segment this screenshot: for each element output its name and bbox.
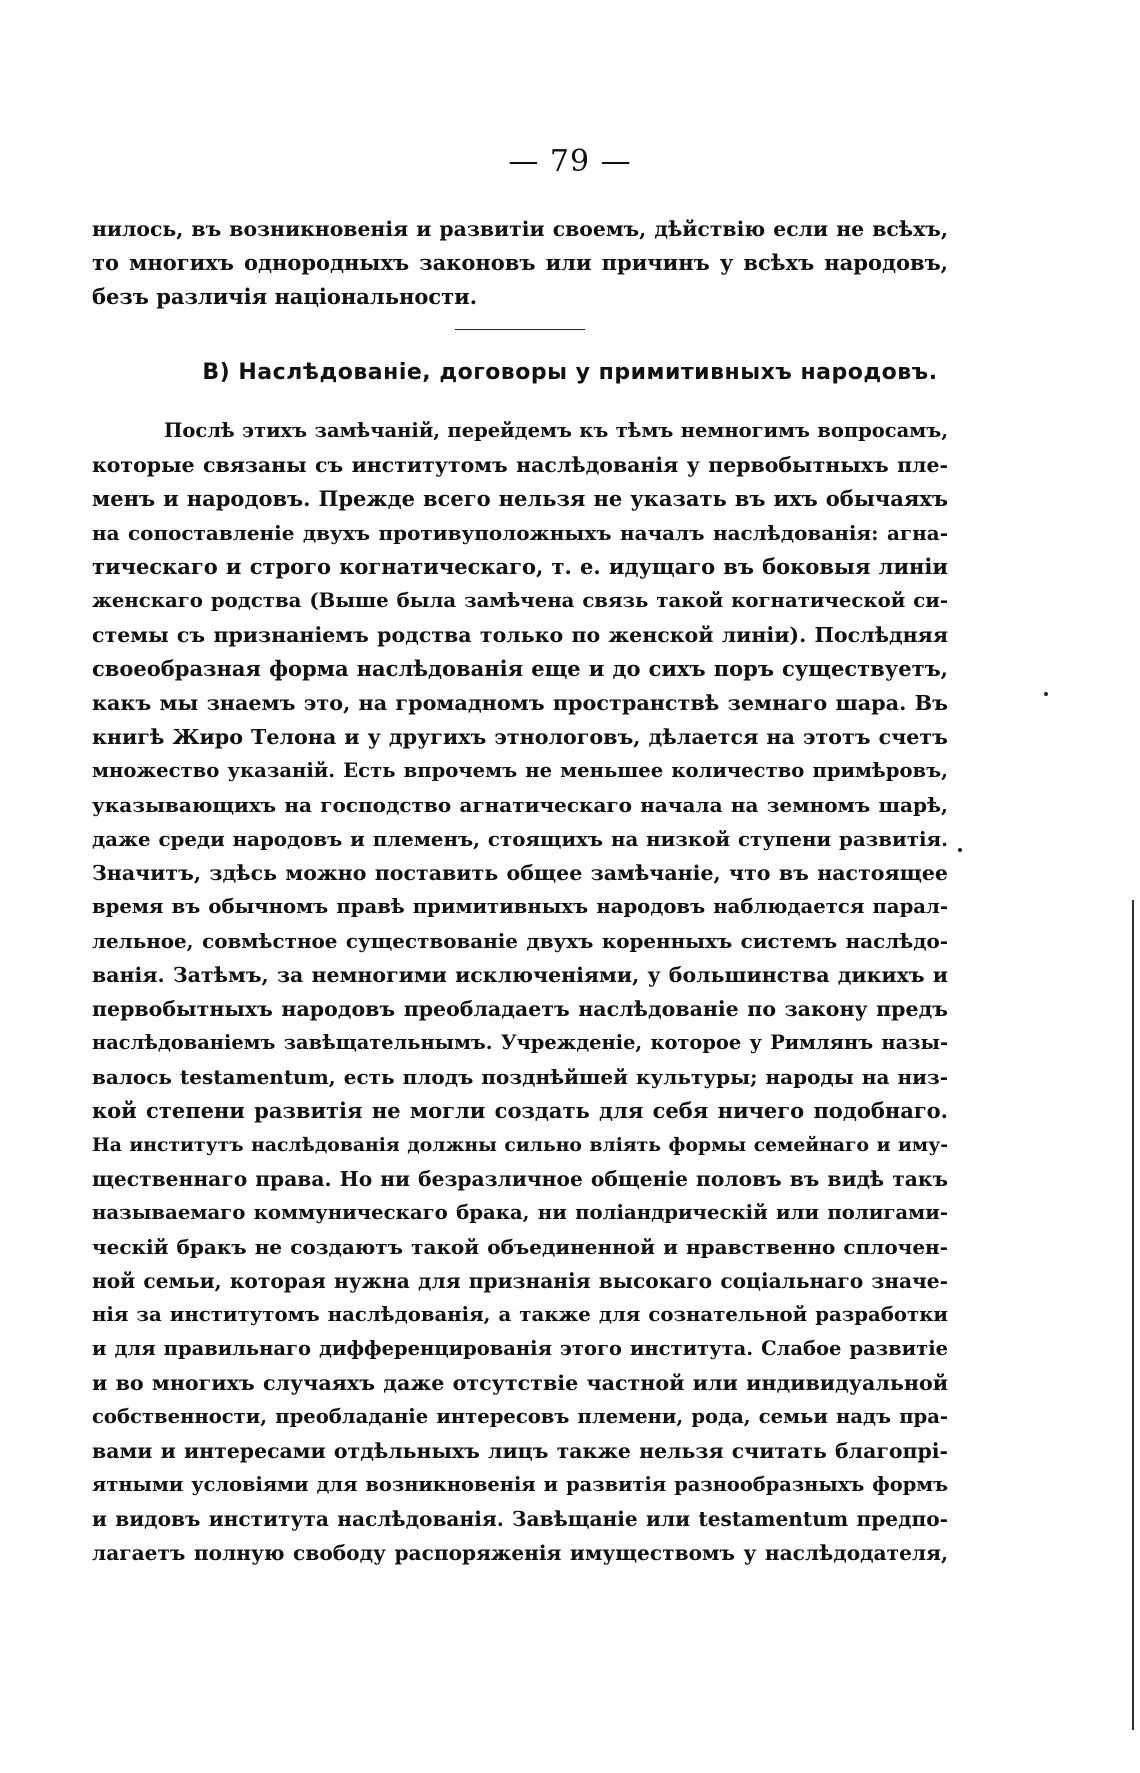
text-line: щественнаго права. Но ни безразличное общеніе половъ въ видѣ такъ	[92, 1167, 948, 1191]
page-number: — 79 —	[508, 144, 632, 179]
text-line: называемаго коммуническаго брака, ни поліандрическій или полигами-	[92, 1201, 948, 1224]
text-line: время въ обычномъ правѣ примитивныхъ народовъ наблюдается парал-	[92, 895, 948, 918]
page-edge-line	[1132, 900, 1134, 1730]
text-line: кой степени развитія не могли создать для себя ничего подобнаго.	[92, 1098, 948, 1123]
text-line: вами и интересами отдѣльныхъ лицъ также нельзя считать благопрі-	[92, 1439, 948, 1463]
text-line: первобытныхъ народовъ преобладаетъ наслѣдованіе по закону предъ	[92, 997, 948, 1021]
text-line: и для правильнаго дифференцированія этого института. Слабое развитіе	[92, 1337, 948, 1360]
text-line: даже среди народовъ и племенъ, стоящихъ на низкой ступени развитія.	[92, 827, 948, 851]
text-line: то многихъ однородныхъ законовъ или причинъ у всѣхъ народовъ,	[92, 250, 948, 275]
text-line: лельное, совмѣстное существованіе двухъ коренныхъ системъ наслѣдо-	[92, 929, 948, 953]
text-line: множество указаній. Есть впрочемъ не меньшее количество примѣровъ,	[92, 759, 948, 782]
text-line: своеобразная форма наслѣдованія еще и до сихъ поръ существуетъ,	[92, 656, 948, 681]
text-line: валось testamentum, есть плодъ позднѣйшей культуры; народы на низ-	[92, 1065, 948, 1089]
text-line: собственности, преобладаніе интересовъ племени, рода, семьи надъ пра-	[92, 1405, 948, 1428]
body-paragraph	[92, 414, 948, 1570]
text-line: менъ и народовъ. Прежде всего нельзя не указать въ ихъ обычаяхъ	[92, 486, 948, 511]
text-line: лагаетъ полную свободу распоряженія имуществомъ у наслѣдодателя,	[92, 1541, 948, 1565]
text-line: тическаго и строго когнатическаго, т. е. идущаго въ боковыя линіи	[92, 554, 948, 579]
text-line: книгѣ Жиро Телона и у другихъ этнологовъ, дѣлается на этотъ счетъ	[92, 725, 948, 749]
text-line: на сопоставленіе двухъ противуположныхъ началъ наслѣдованія: агна-	[92, 521, 948, 545]
intro-paragraph	[92, 212, 948, 314]
text-line: Значитъ, здѣсь можно поставить общее замѣчаніе, что въ настоящее	[92, 861, 948, 885]
margin-dot	[1044, 692, 1048, 696]
text-line: и видовъ института наслѣдованія. Завѣщаніе или testamentum предпо-	[92, 1507, 948, 1531]
text-line: указывающихъ на господство агнатическаго начала на земномъ шарѣ,	[92, 793, 948, 817]
text-line: какъ мы знаемъ это, на громадномъ пространствѣ земнаго шара. Въ	[92, 691, 948, 715]
text-line: безъ различія національности.	[92, 284, 478, 309]
text-line: женскаго родства (Выше была замѣчена связь такой когнатической си-	[92, 589, 948, 612]
text-line: и во многихъ случаяхъ даже отсутствіе частной или индивидуальной	[92, 1371, 948, 1395]
text-line: которые связаны съ институтомъ наслѣдованія у первобытныхъ пле-	[92, 453, 948, 477]
text-line: ной семьи, которая нужна для признанія высокаго соціальнаго значе-	[92, 1269, 948, 1293]
text-line: нія за институтомъ наслѣдованія, а также для сознательной разработки	[92, 1303, 948, 1326]
text-line: ятными условіями для возникновенія и развитія разнообразныхъ формъ	[92, 1473, 948, 1496]
text-line: Послѣ этихъ замѣчаній, перейдемъ къ тѣмъ немногимъ вопросамъ,	[164, 419, 948, 442]
margin-dot	[958, 848, 962, 852]
text-line: На институтъ наслѣдованія должны сильно вліять формы семейнаго и иму-	[92, 1134, 948, 1156]
section-divider	[455, 329, 585, 330]
text-line: ческій бракъ не создаютъ такой объединенной и нравственно сплочен-	[92, 1235, 948, 1259]
text-line: стемы съ признаніемъ родства только по женской линіи). Послѣдняя	[92, 623, 948, 647]
text-line: наслѣдованіемъ завѣщательнымъ. Учрежденіе, которое у Римлянъ назы-	[92, 1031, 948, 1054]
text-line: ванія. Затѣмъ, за немногими исключеніями, у большинства дикихъ и	[92, 963, 948, 987]
section-heading: В) Наслѣдованіе, договоры у примитивныхъ народовъ.	[202, 360, 938, 385]
text-line: нилось, въ возникновенія и развитіи своемъ, дѣйствію если не всѣхъ,	[92, 217, 948, 241]
